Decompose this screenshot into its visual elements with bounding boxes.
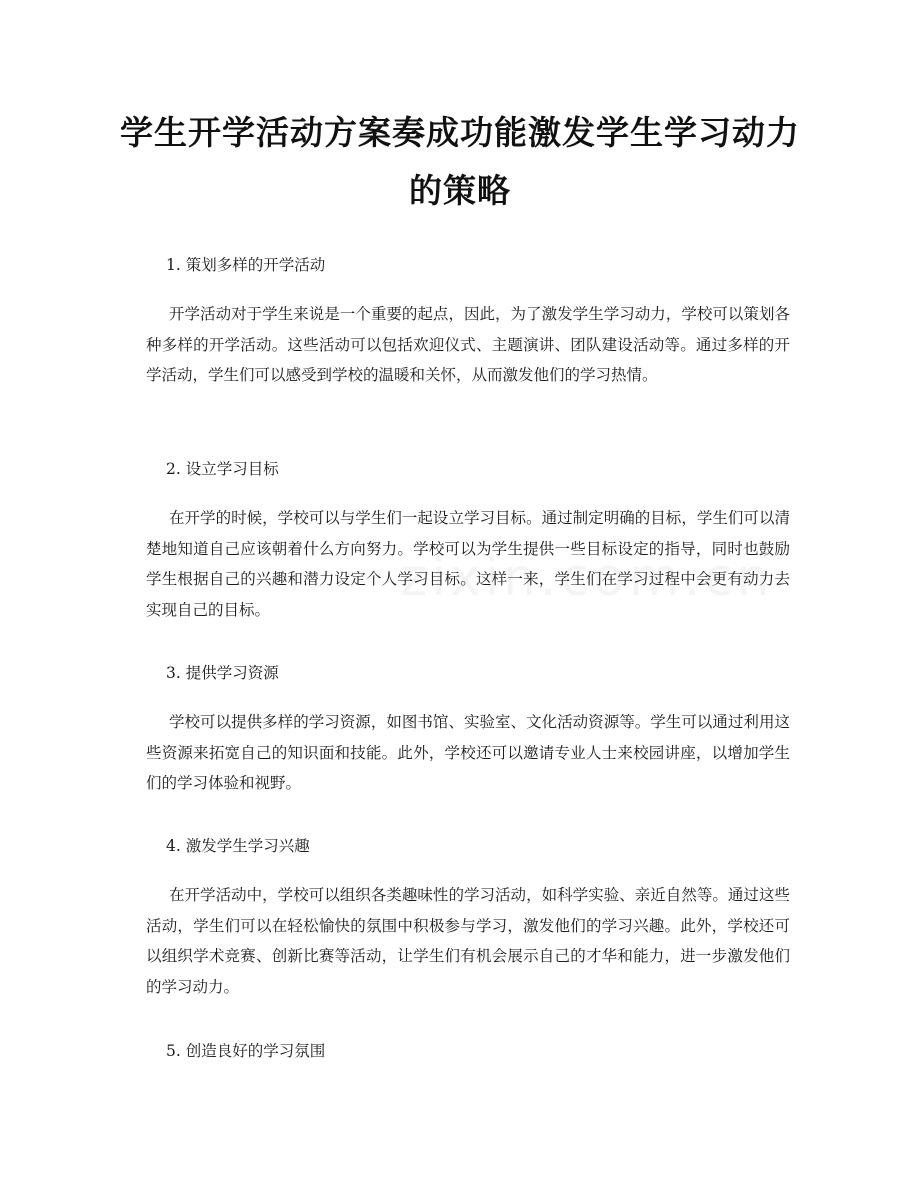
section-heading-5: 5. 创造良好的学习氛围: [166, 1042, 326, 1060]
section-body-3: 学校可以提供多样的学习资源，如图书馆、实验室、文化活动资源等。学生可以通过利用这些资源来拓宽自己的知识面和技能。此外，学校还可以邀请专业人士来校园讲座，以增加学生们的学习体验和视野。: [146, 713, 790, 792]
section-body-4: 在开学活动中，学校可以组织各类趣味性的学习活动，如科学实验、亲近自然等。通过这些活动，学生们可以在轻松愉快的氛围中积极参与学习，激发他们的学习兴趣。此外，学校还可以组织学术竞赛、创新比赛等活动，让学生们有机会展示自己的才华和能力，进一步激发他们的学习动力。: [146, 886, 790, 996]
section-heading-2: 2. 设立学习目标: [166, 460, 279, 478]
section-body-2: 在开学的时候，学校可以与学生们一起设立学习目标。通过制定明确的目标，学生们可以清楚地知道自己应该朝着什么方向努力。学校可以为学生提供一些目标设定的指导，同时也鼓励学生根据自己的兴趣和潜力设定个人学习目标。这样一来，学生们在学习过程中会更有动力去实现自己的目标。: [146, 509, 790, 619]
section-body-1: 开学活动对于学生来说是一个重要的起点，因此，为了激发学生学习动力，学校可以策划各种多样的开学活动。这些活动可以包括欢迎仪式、主题演讲、团队建设活动等。通过多样的开学活动，学生们可以感受到学校的温暖和关怀，从而激发他们的学习热情。: [146, 305, 790, 384]
section-heading-1: 1. 策划多样的开学活动: [166, 256, 326, 274]
document-title: 学生开学活动方案奏成功能激发学生学习动力的策略: [120, 113, 800, 210]
section-heading-3: 3. 提供学习资源: [166, 664, 279, 682]
section-heading-4: 4. 激发学生学习兴趣: [166, 837, 310, 855]
